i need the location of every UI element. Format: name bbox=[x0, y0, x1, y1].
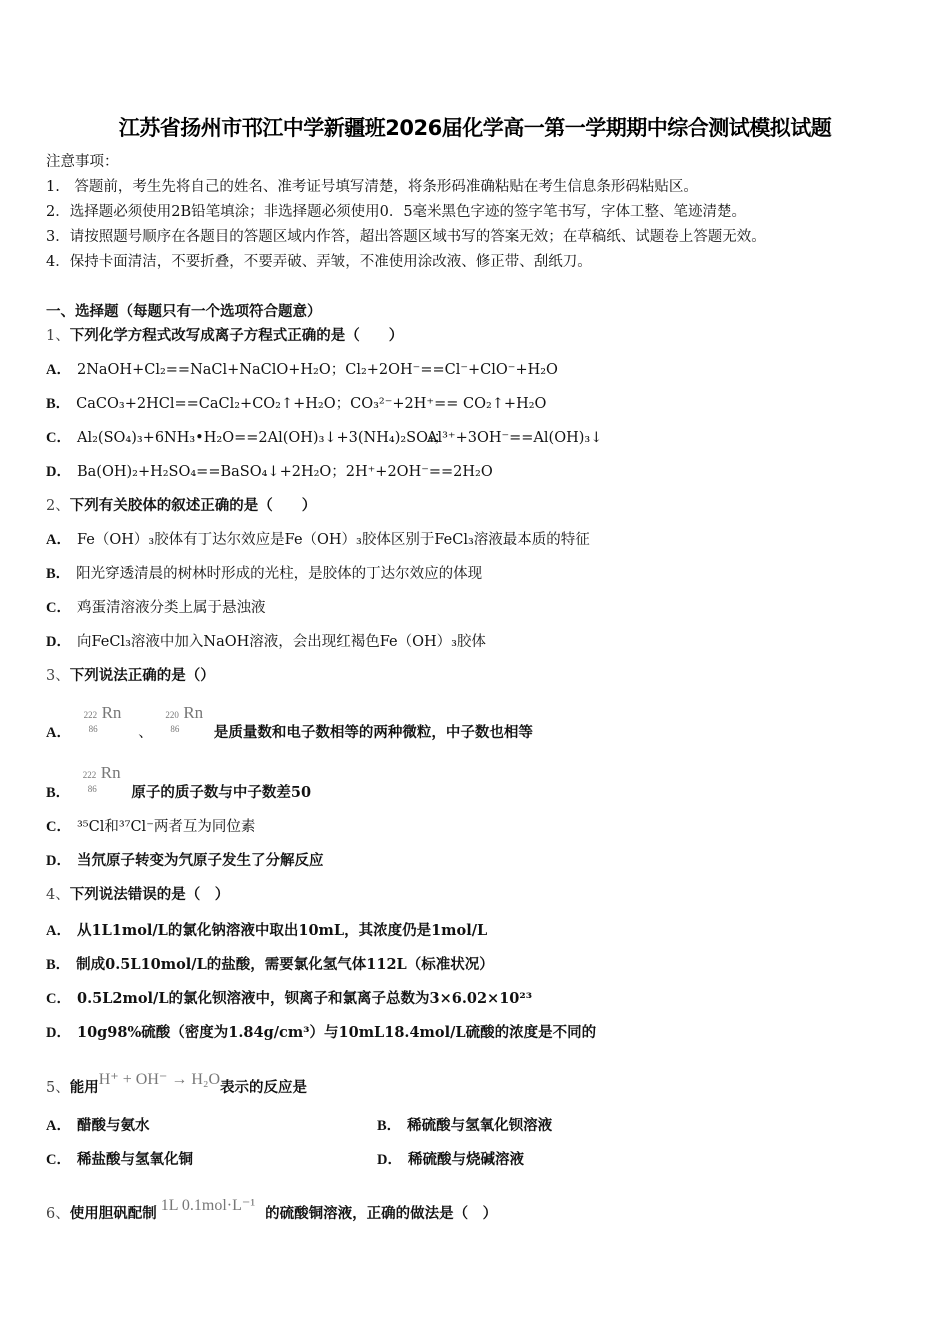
option-text: Al₂(SO₄)₃+6NH₃•H₂O==2Al(OH)₃↓+3(NH₄)₂SO₄； bbox=[76, 430, 449, 446]
option-text-ionic: Al³⁺+3OH⁻==Al(OH)₃↓ bbox=[427, 430, 603, 446]
ionic-equation-formula: H⁺ + OH⁻ → H₂O bbox=[98, 1071, 220, 1088]
option-letter: C． bbox=[46, 600, 71, 616]
question-number: 3、 bbox=[46, 668, 70, 684]
question-stem-before: 使用胆矾配制 bbox=[69, 1205, 157, 1222]
option-text: 阳光穿透清晨的树林时形成的光柱，是胶体的丁达尔效应的体现 bbox=[76, 566, 483, 582]
option-letter: D． bbox=[46, 853, 71, 869]
option-text: ³⁵Cl和³⁷Cl⁻两者互为同位素 bbox=[76, 819, 256, 835]
option-letter: B． bbox=[377, 1118, 402, 1134]
q1-option-b bbox=[46, 394, 546, 414]
q2-option-c bbox=[46, 598, 265, 618]
q3-option-d bbox=[46, 851, 323, 871]
nuclide-rn-222: 222 86 Rn bbox=[82, 763, 121, 794]
q2-option-d bbox=[46, 632, 486, 652]
document-title: 江苏省扬州市邗江中学新疆班2026届化学高一第一学期期中综合测试模拟试题 bbox=[118, 116, 832, 140]
q5-option-d bbox=[377, 1150, 524, 1170]
q3-option-a bbox=[46, 703, 533, 743]
notice-item-1: 1. 答题前，考生先将自己的姓名、准考证号填写清楚，将条形码准确粘贴在考生信息条形码粘贴区。 bbox=[46, 179, 698, 195]
question-number: 6、 bbox=[46, 1206, 70, 1222]
question-stem: 下列说法错误的是（ ） bbox=[69, 886, 230, 903]
q4-option-d bbox=[46, 1023, 596, 1043]
question-number: 4、 bbox=[46, 887, 70, 903]
option-text: 0.5L2mol/L的氯化钡溶液中，钡离子和氯离子总数为3×6.02×10²³ bbox=[76, 990, 533, 1007]
q2-option-a bbox=[46, 530, 590, 550]
option-letter: C． bbox=[46, 991, 71, 1007]
option-text: 稀硫酸与氢氧化钡溶液 bbox=[407, 1117, 553, 1134]
question-stem: 下列有关胶体的叙述正确的是（ ） bbox=[69, 497, 317, 514]
option-text: 是质量数和电子数相等的两种微粒，中子数也相等 bbox=[213, 724, 533, 741]
option-letter: D． bbox=[46, 464, 71, 480]
option-letter: A． bbox=[46, 362, 71, 378]
question-number: 5、 bbox=[46, 1080, 70, 1096]
question-1 bbox=[46, 326, 403, 346]
option-letter: C． bbox=[46, 1152, 71, 1168]
question-stem-after: 的硫酸铜溶液，正确的做法是（ ） bbox=[265, 1205, 498, 1222]
q5-option-b bbox=[377, 1116, 552, 1136]
option-text: 制成0.5L10mol/L的盐酸，需要氯化氢气体112L（标准状况） bbox=[76, 956, 494, 973]
q5-option-c bbox=[46, 1150, 193, 1170]
option-text: 醋酸与氨水 bbox=[76, 1117, 150, 1134]
option-text: Fe（OH）₃胶体有丁达尔效应是Fe（OH）₃胶体区别于FeCl₃溶液最本质的特征 bbox=[76, 532, 590, 548]
option-text: 稀硫酸与烧碱溶液 bbox=[407, 1151, 524, 1168]
option-text: 稀盐酸与氢氧化铜 bbox=[76, 1151, 193, 1168]
question-6 bbox=[46, 1196, 497, 1224]
notice-heading: 注意事项： bbox=[46, 154, 119, 170]
option-letter: B． bbox=[46, 396, 71, 412]
notice-item-3: 3．请按照题号顺序在各题目的答题区域内作答，超出答题区域书写的答案无效；在草稿纸、试题卷上答题无效。 bbox=[46, 229, 766, 245]
option-text: 2NaOH+Cl₂==NaCl+NaClO+H₂O；Cl₂+2OH⁻==Cl⁻+ClO⁻+H₂O bbox=[76, 362, 558, 378]
nuclide-rn-222: 222 86 Rn bbox=[83, 703, 122, 734]
question-3 bbox=[46, 666, 215, 686]
question-stem-after: 表示的反应是 bbox=[220, 1079, 307, 1096]
notice-item-4: 4．保持卡面清洁，不要折叠，不要弄破、弄皱，不准使用涂改液、修正带、刮纸刀。 bbox=[46, 254, 592, 270]
q4-option-c bbox=[46, 989, 532, 1009]
option-letter: B． bbox=[46, 957, 71, 973]
option-letter: A． bbox=[46, 532, 71, 548]
question-stem: 下列化学方程式改写成离子方程式正确的是（ ） bbox=[69, 327, 404, 344]
option-text: 从1L1mol/L的氯化钠溶液中取出10mL，其浓度仍是1mol/L bbox=[76, 922, 488, 939]
option-letter: B． bbox=[46, 785, 71, 801]
option-letter: D． bbox=[377, 1152, 402, 1168]
option-letter: C． bbox=[46, 430, 71, 446]
q4-option-a bbox=[46, 921, 487, 941]
question-number: 1、 bbox=[46, 328, 70, 344]
option-text: Ba(OH)₂+H₂SO₄==BaSO₄↓+2H₂O；2H⁺+2OH⁻==2H₂O bbox=[76, 464, 493, 480]
notice-item-2: 2．选择题必须使用2B铅笔填涂；非选择题必须使用0．5毫米黑色字迹的签字笔书写，字体工整、笔迹清楚。 bbox=[46, 204, 747, 220]
question-stem-before: 能用 bbox=[69, 1079, 99, 1096]
option-letter: D． bbox=[46, 1025, 71, 1041]
option-letter: B． bbox=[46, 566, 71, 582]
option-text: 鸡蛋清溶液分类上属于悬浊液 bbox=[76, 600, 266, 616]
q5-option-a bbox=[46, 1116, 149, 1136]
concentration-formula: 1L 0.1mol·L⁻¹ bbox=[160, 1197, 256, 1214]
q1-option-d bbox=[46, 462, 493, 482]
separator: 、 bbox=[138, 725, 153, 741]
q2-option-b bbox=[46, 564, 482, 584]
option-text: 10g98%硫酸（密度为1.84g/cm³）与10mL18.4mol/L硫酸的浓度是不同的 bbox=[76, 1024, 597, 1041]
q1-option-a bbox=[46, 360, 558, 380]
question-stem: 下列说法正确的是（） bbox=[69, 667, 215, 684]
question-2 bbox=[46, 496, 316, 516]
question-number: 2、 bbox=[46, 498, 70, 514]
option-letter: A． bbox=[46, 725, 71, 741]
nuclide-rn-220: 220 86 Rn bbox=[165, 703, 204, 734]
q3-option-c bbox=[46, 817, 255, 837]
q1-option-c-ionic bbox=[427, 428, 602, 448]
option-text: 当氘原子转变为氕原子发生了分解反应 bbox=[76, 852, 324, 869]
question-5 bbox=[46, 1070, 307, 1098]
option-letter: C． bbox=[46, 819, 71, 835]
option-letter: A． bbox=[46, 923, 71, 939]
question-4 bbox=[46, 885, 229, 905]
option-letter: A． bbox=[46, 1118, 71, 1134]
q4-option-b bbox=[46, 955, 494, 975]
q1-option-c bbox=[46, 428, 448, 448]
q3-option-b bbox=[46, 763, 312, 803]
section-heading: 一、选择题（每题只有一个选项符合题意） bbox=[46, 303, 322, 320]
option-text: 向FeCl₃溶液中加入NaOH溶液，会出现红褐色Fe（OH）₃胶体 bbox=[76, 634, 486, 650]
option-text: CaCO₃+2HCl==CaCl₂+CO₂↑+H₂O；CO₃²⁻+2H⁺== CO₂↑+H₂O bbox=[76, 396, 547, 412]
option-letter: D． bbox=[46, 634, 71, 650]
option-text: 原子的质子数与中子数差50 bbox=[131, 784, 312, 801]
